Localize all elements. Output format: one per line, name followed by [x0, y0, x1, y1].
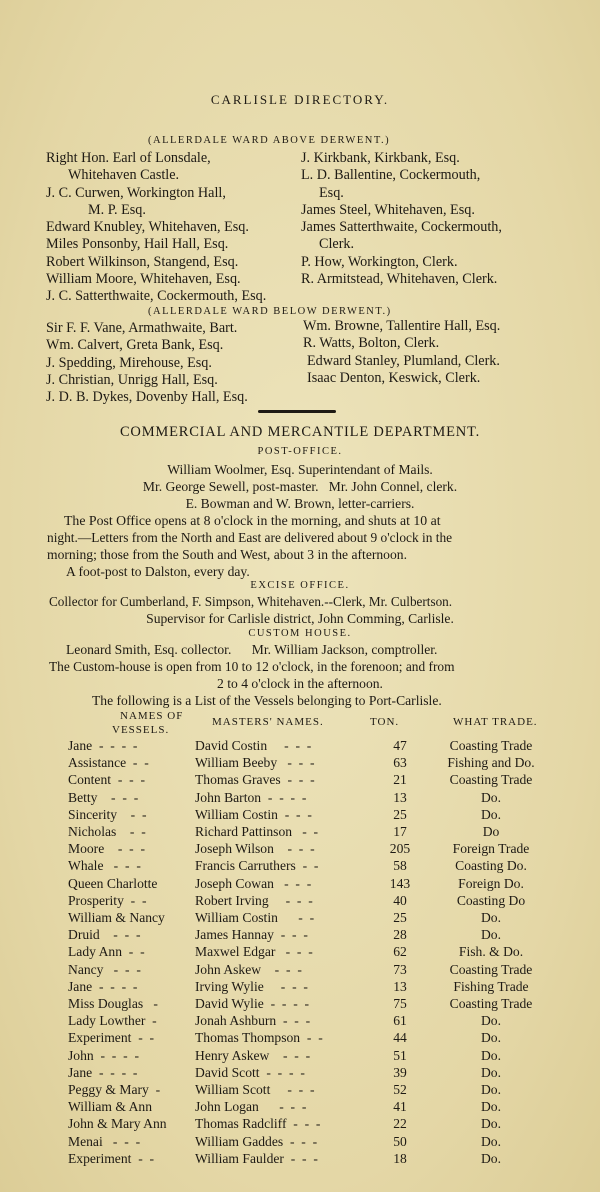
master-name: William Faulder - - -: [195, 1150, 318, 1166]
page-header: CARLISLE DIRECTORY.: [210, 92, 390, 107]
table-row: [58, 1030, 568, 1047]
master-name: Jonah Ashburn - - -: [195, 1013, 311, 1029]
master-name: John Logan - - -: [195, 1099, 307, 1115]
master-name: William Beeby - - -: [195, 755, 315, 771]
table-row: [58, 1065, 568, 1082]
table-row: [58, 962, 568, 979]
vessel-name: Nicholas - -: [68, 824, 146, 839]
trade: Do.: [480, 910, 501, 925]
tonnage: 205: [389, 841, 411, 857]
table-row: [58, 927, 568, 944]
vessel-name: William & Nancy: [68, 910, 165, 925]
trade: Do.: [480, 927, 501, 943]
table-row: [58, 979, 568, 996]
vessel-name: Betty - - -: [68, 789, 139, 805]
table-row: [58, 1151, 568, 1168]
trade: Coasting Do: [456, 892, 526, 908]
table-row: [58, 996, 568, 1013]
trade: Coasting Trade: [449, 961, 533, 977]
allerdale-above-full: J. C. Satterthwaite, Cockermouth, Esq.: [46, 288, 267, 304]
entry: J. Kirkbank, Kirkbank, Esq.: [301, 150, 460, 166]
trade: Do.: [480, 1030, 501, 1046]
trade: Do.: [480, 1082, 501, 1097]
vessel-name: Prosperity - -: [68, 892, 147, 908]
vessel-name: Nancy - - -: [68, 961, 141, 977]
table-row: [58, 1099, 568, 1116]
vessel-name: Content - - -: [68, 772, 146, 788]
allerdale-above-label: (ALLERDALE WARD ABOVE DERWENT.): [148, 135, 391, 146]
trade: Foreign Trade: [452, 841, 530, 857]
tonnage: 52: [393, 1082, 407, 1097]
vessel-name: Assistance - -: [68, 755, 149, 771]
text-line: E. Bowman and W. Brown, letter-carriers.: [185, 496, 415, 511]
trade: Do.: [480, 789, 501, 805]
master-name: David Costin - - -: [195, 738, 312, 753]
tonnage: 39: [393, 1064, 407, 1080]
entry: William Moore, Whitehaven, Esq.: [46, 271, 241, 288]
table-row: [58, 824, 568, 841]
table-row: [58, 841, 568, 858]
col-header-masters: MASTERS' NAMES.: [212, 716, 324, 728]
table-row: [58, 910, 568, 927]
entry: Isaac Denton, Keswick, Clerk.: [307, 369, 481, 386]
vessel-name: Sincerity - -: [68, 806, 147, 822]
entry: J. C. Curwen, Workington Hall,: [46, 184, 226, 201]
vessel-name: Lady Ann - -: [68, 944, 145, 960]
table-row: [58, 1048, 568, 1065]
tonnage: 58: [393, 858, 407, 874]
tonnage: 50: [393, 1133, 407, 1149]
trade: Do.: [480, 1013, 501, 1029]
entry: R. Watts, Bolton, Clerk.: [303, 335, 440, 352]
text-line: Collector for Cumberland, F. Simpson, Whitehaven.--Clerk, Mr. Culbertson.: [49, 594, 453, 609]
vessel-name: Jane - - - -: [68, 738, 138, 753]
master-name: William Gaddes - - -: [195, 1133, 318, 1149]
vessel-name: Moore - - -: [68, 841, 146, 857]
entry: J. D. B. Dykes, Dovenby Hall, Esq.: [46, 389, 248, 406]
master-name: Joseph Cowan - - -: [195, 875, 312, 891]
tonnage: 22: [393, 1116, 407, 1132]
entry: J. Spedding, Mirehouse, Esq.: [46, 354, 212, 371]
entry: Robert Wilkinson, Stangend, Esq.: [46, 253, 239, 270]
tonnage: 40: [393, 892, 407, 908]
trade: Do.: [480, 1133, 501, 1149]
trade: Do.: [480, 1099, 501, 1115]
trade: Fishing Trade: [453, 978, 529, 994]
master-name: Irving Wylie - - -: [195, 978, 308, 994]
master-name: William Costin - - -: [195, 806, 312, 822]
text-line: Mr. George Sewell, post-master. Mr. John Connel, clerk.: [142, 479, 458, 494]
trade: Fishing and Do.: [447, 755, 535, 771]
text-line: A foot-post to Dalston, every day.: [66, 564, 250, 579]
table-row: [58, 1013, 568, 1030]
vessel-name: John & Mary Ann: [68, 1116, 167, 1132]
vessel-name: Lady Lowther -: [68, 1013, 157, 1029]
table-row: [58, 1082, 568, 1099]
tonnage: 28: [393, 927, 407, 943]
entry: James Steel, Whitehaven, Esq.: [301, 201, 475, 218]
post-office-label: POST-OFFICE.: [257, 446, 343, 457]
trade: Do: [482, 824, 500, 839]
table-row: [58, 1116, 568, 1133]
master-name: Maxwel Edgar - - -: [195, 944, 313, 960]
text-line: Leonard Smith, Esq. collector. Mr. William Jackson, comptroller.: [66, 642, 438, 657]
master-name: Henry Askew - - -: [195, 1047, 311, 1063]
entry: L. D. Ballentine, Cockermouth,: [301, 167, 481, 184]
entry: Clerk.: [319, 236, 355, 253]
vessel-name: Peggy & Mary -: [68, 1082, 161, 1097]
text-line: The Post Office opens at 8 o'clock in the morning, and shuts at 10 at: [64, 513, 441, 528]
master-name: James Hannay - - -: [195, 927, 308, 943]
tonnage: 13: [393, 978, 407, 994]
entry: James Satterthwaite, Cockermouth,: [301, 219, 502, 236]
col-header-vessels: VESSELS.: [112, 724, 170, 736]
entry: Esq.: [319, 184, 344, 201]
vessel-name: Druid - - -: [68, 927, 141, 943]
master-name: David Wylie - - - -: [195, 996, 310, 1011]
text-line: morning; those from the South and West, about 3 in the afternoon.: [47, 547, 407, 562]
tonnage: 63: [393, 755, 407, 771]
vessel-name: William & Ann: [68, 1099, 153, 1115]
entry: Whitehaven Castle.: [68, 167, 180, 184]
excise-office-label: EXCISE OFFICE.: [250, 580, 350, 591]
col-header-names: NAMES OF: [120, 710, 184, 722]
vessel-name: Experiment - -: [68, 1150, 155, 1166]
master-name: Thomas Radcliff - - -: [195, 1116, 321, 1132]
vessel-name: Whale - - -: [68, 858, 141, 874]
tonnage: 47: [393, 738, 407, 753]
entry: Miles Ponsonby, Hail Hall, Esq.: [46, 236, 229, 253]
text-line: 2 to 4 o'clock in the afternoon.: [217, 676, 383, 691]
tonnage: 41: [393, 1099, 407, 1115]
col-header-ton: TON.: [370, 716, 400, 728]
master-name: David Scott - - - -: [195, 1064, 305, 1080]
trade: Foreign Do.: [458, 875, 524, 891]
tonnage: 62: [393, 944, 407, 960]
allerdale-below-left: [46, 320, 248, 406]
entry: Edward Knubley, Whitehaven, Esq.: [46, 219, 249, 236]
trade: Do.: [480, 1064, 501, 1080]
tonnage: 143: [389, 875, 411, 891]
tonnage: 25: [393, 910, 407, 925]
trade: Do.: [480, 1116, 501, 1132]
vessel-name: Queen Charlotte: [68, 875, 158, 891]
table-row: [58, 790, 568, 807]
allerdale-below-right: [303, 318, 500, 387]
tonnage: 13: [393, 789, 407, 805]
entry: R. Armitstead, Whitehaven, Clerk.: [301, 271, 498, 288]
table-row: [58, 738, 568, 755]
trade: Fish. & Do.: [458, 944, 524, 960]
text-line: Supervisor for Carlisle district, John Comming, Carlisle.: [146, 611, 454, 626]
tonnage: 18: [393, 1150, 407, 1166]
trade: Coasting Trade: [449, 738, 533, 753]
tonnage: 61: [393, 1013, 407, 1029]
master-name: Thomas Thompson - -: [195, 1030, 323, 1046]
custom-house-label: CUSTOM HOUSE.: [248, 628, 352, 639]
master-name: Thomas Graves - - -: [195, 772, 315, 788]
tonnage: 73: [393, 961, 407, 977]
tonnage: 75: [393, 996, 407, 1011]
vessel-name: John - - - -: [68, 1047, 139, 1063]
table-row: [58, 893, 568, 910]
master-name: Robert Irving - - -: [195, 892, 313, 908]
section-divider: [258, 410, 336, 413]
vessel-name: Jane - - - -: [68, 978, 138, 994]
text-line: night.—Letters from the North and East are delivered about 9 o'clock in the: [47, 530, 453, 545]
master-name: Francis Carruthers - -: [195, 858, 319, 874]
vessel-name: Miss Douglas -: [68, 996, 158, 1011]
table-row: [58, 858, 568, 875]
entry: P. How, Workington, Clerk.: [301, 253, 458, 270]
tonnage: 25: [393, 806, 407, 822]
entry: J. Christian, Unrigg Hall, Esq.: [46, 371, 218, 388]
entry: Right Hon. Earl of Lonsdale,: [46, 150, 211, 166]
trade: Do.: [480, 806, 501, 822]
text-line: The following is a List of the Vessels belonging to Port-Carlisle.: [92, 693, 442, 708]
entry: Wm. Calvert, Greta Bank, Esq.: [46, 337, 224, 354]
master-name: William Costin - -: [195, 910, 315, 925]
text-line: William Woolmer, Esq. Superintendant of Mails.: [167, 462, 433, 477]
trade: Do.: [480, 1150, 501, 1166]
entry: M. P. Esq.: [88, 201, 146, 218]
master-name: John Barton - - - -: [195, 789, 307, 805]
entry: Wm. Browne, Tallentire Hall, Esq.: [303, 318, 501, 334]
master-name: William Scott - - -: [195, 1082, 315, 1097]
tonnage: 51: [393, 1047, 407, 1063]
vessel-name: Jane - - - -: [68, 1064, 138, 1080]
allerdale-above-right: [301, 150, 502, 288]
master-name: John Askew - - -: [195, 961, 302, 977]
trade: Do.: [480, 1047, 501, 1063]
table-row: [58, 876, 568, 893]
trade: Coasting Trade: [449, 996, 533, 1011]
tonnage: 44: [393, 1030, 407, 1046]
master-name: Richard Pattinson - -: [195, 824, 319, 839]
allerdale-above-left: [46, 150, 249, 288]
vessel-name: Experiment - -: [68, 1030, 155, 1046]
table-row: [58, 755, 568, 772]
table-row: [58, 807, 568, 824]
tonnage: 21: [393, 772, 407, 788]
allerdale-below-label: (ALLERDALE WARD BELOW DERWENT.): [148, 306, 392, 317]
table-row: [58, 1134, 568, 1151]
col-header-trade: WHAT TRADE.: [453, 716, 538, 728]
table-row: [58, 772, 568, 789]
entry: Edward Stanley, Plumland, Clerk.: [307, 352, 500, 369]
entry: Sir F. F. Vane, Armathwaite, Bart.: [46, 320, 238, 336]
master-name: Joseph Wilson - - -: [195, 841, 315, 857]
text-line: The Custom-house is open from 10 to 12 o'clock, in the forenoon; and from: [49, 659, 455, 674]
vessel-name: Menai - - -: [68, 1133, 141, 1149]
trade: Coasting Trade: [449, 772, 533, 788]
trade: Coasting Do.: [455, 858, 527, 874]
table-row: [58, 944, 568, 961]
department-title: COMMERCIAL AND MERCANTILE DEPARTMENT.: [119, 424, 481, 440]
tonnage: 17: [393, 824, 407, 839]
